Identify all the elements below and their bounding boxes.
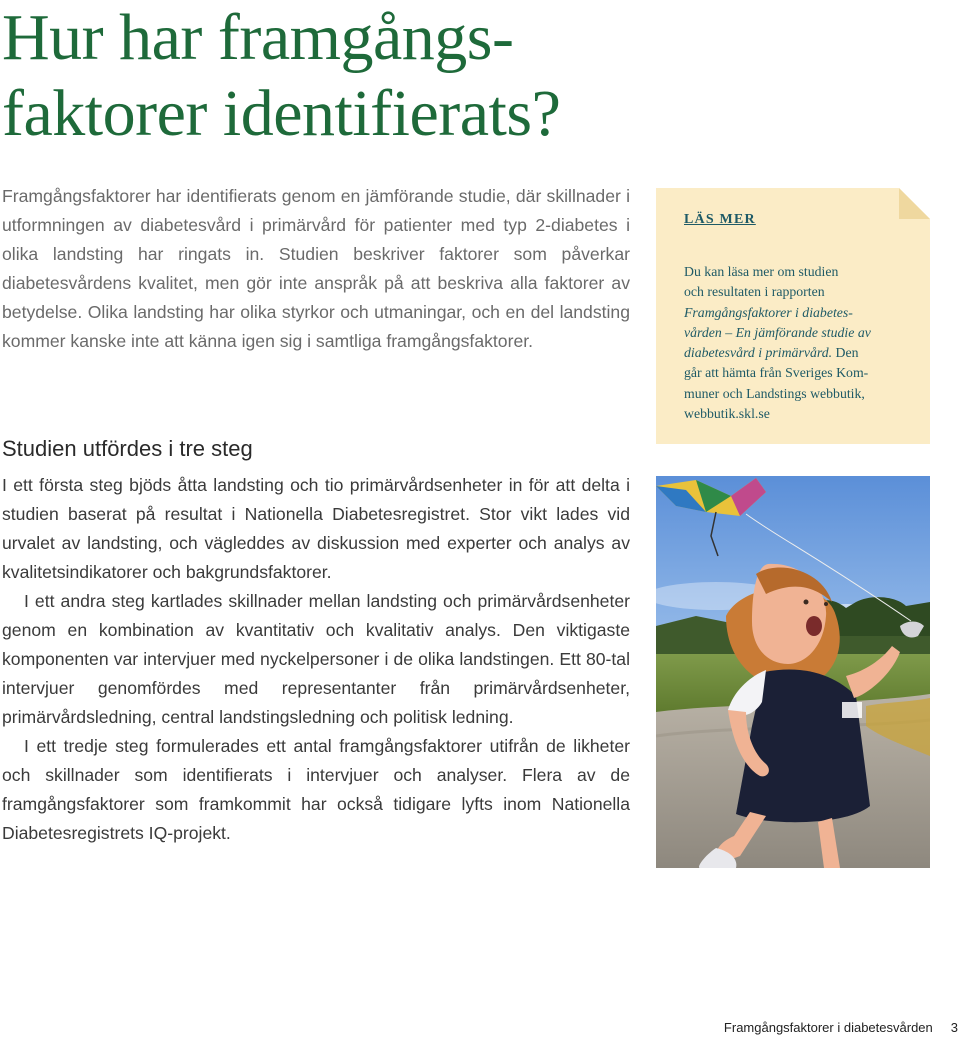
read-more-line <box>684 404 920 424</box>
folded-corner <box>899 188 930 219</box>
read-more-line <box>684 282 920 302</box>
read-more-text <box>684 262 920 424</box>
read-more-line-tail: Den <box>832 345 859 361</box>
read-more-line-text: Framgångsfaktorer i diabetes- <box>684 304 853 320</box>
intro-paragraph: Framgångsfaktorer har identifierats genom en jämförande studie, där skillnader i utformningen av diabetesvård i primärvård för patienter med typ 2-diabetes i olika landsting har ringats in. Studien beskriver faktorer som påverkar diabetesvårdens kvalitet, men gör inte anspråk på att beskriva alla faktorer av betydelse. Olika landsting har olika styrkor och utmaningar, och en del landsting kommer kanske inte att känna igen sig i samtliga framgångsfaktorer. <box>2 186 630 351</box>
page-title <box>2 0 642 152</box>
page-number: 3 <box>950 1020 958 1035</box>
read-more-line-text: webbutik.skl.se <box>684 406 770 422</box>
read-more-line <box>684 303 920 323</box>
photo-girl-running-with-kite <box>656 476 930 868</box>
section-heading: Studien utfördes i tre steg <box>2 436 253 461</box>
title-line-2: faktorer identifierats? <box>2 77 561 150</box>
body-paragraph-3: I ett tredje steg formulerades ett antal framgångsfaktorer utifrån de likheter och skillnader som identifierats i intervjuer och analyser. Flera av de framgångsfaktorer som framkommit har också tidigare lyfts inom Nationella Diabetesregistrets IQ-projekt. <box>2 736 630 843</box>
read-more-line <box>684 363 920 383</box>
body-paragraph-2: I ett andra steg kartlades skillnader mellan landsting och primärvårdsenheter genom en kombination av kvantitativ och kvalitativ analys. Den viktigaste komponenten var intervjuer med nyckelpersoner i de olika landstingen. Ett 80-tal intervjuer genomfördes med representanter från primärvårdsenheter, primärvårdsledning, central landstingsledning och politisk ledning. <box>2 591 630 727</box>
read-more-heading: LÄS MER <box>684 212 756 227</box>
footer-publication-title: Framgångsfaktorer i diabetesvården <box>723 1020 933 1035</box>
read-more-line <box>684 323 920 343</box>
read-more-line-text: och resultaten i rapporten <box>684 284 825 300</box>
read-more-line <box>684 384 920 404</box>
read-more-line-text: går att hämta från Sveriges Kom- <box>684 365 869 381</box>
photo-illustration <box>656 476 930 868</box>
read-more-line-text: diabetesvård i primärvård. <box>684 345 833 361</box>
read-more-line-text: vården – En jämförande studie av <box>684 324 871 340</box>
read-more-line-text: Du kan läsa mer om studien <box>684 264 839 279</box>
title-line-1: Hur har framgångs- <box>2 1 514 74</box>
body-text <box>2 471 630 848</box>
read-more-line-text: muner och Landstings webbutik, <box>684 385 865 401</box>
body-paragraph-1: I ett första steg bjöds åtta landsting och tio primärvårdsenheter in för att delta i studien baserat på resultat i Nationella Diabetesregistret. Stor vikt lades vid urvalet av landsting, och vägleddes av diskussion med experter och analys av kvalitetsindikatorer och bakgrundsfaktorer. <box>2 475 630 582</box>
page-footer <box>724 1020 958 1035</box>
read-more-line <box>684 343 920 363</box>
read-more-line <box>684 262 920 282</box>
